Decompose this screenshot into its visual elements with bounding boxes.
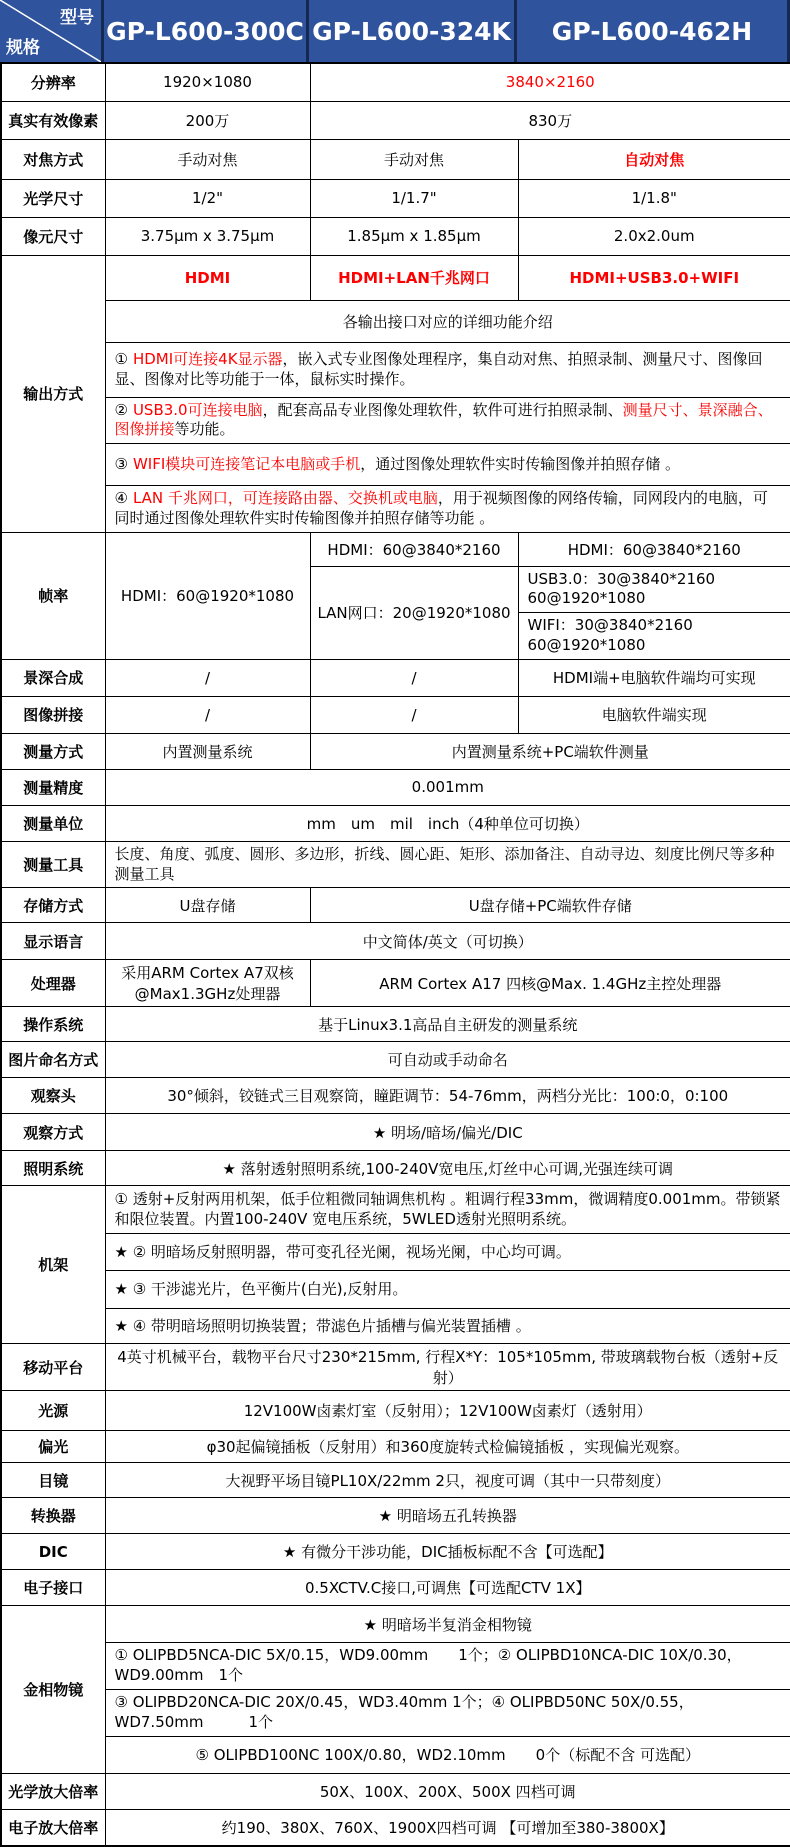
spec-label-naming: 图片命名方式 xyxy=(1,1042,105,1078)
row-output-intro xyxy=(1,300,790,342)
ctv-value: 0.5XCTV.C接口,可调焦【可选配CTV 1X】 xyxy=(105,1570,790,1606)
row-objectives-2 xyxy=(1,1690,790,1737)
polarizer-value: φ30起偏镜插板（反射用）和360度旋转式检偏镜插板 ，实现偏光观察。 xyxy=(105,1431,790,1463)
spec-label-eyepiece: 目镜 xyxy=(1,1463,105,1498)
row-ctv xyxy=(1,1570,790,1606)
corner-cell xyxy=(0,0,104,62)
row-resolution xyxy=(1,63,790,101)
model-header-462h: GP-L600-462H xyxy=(517,0,787,62)
pixels-300c: 200万 xyxy=(105,101,310,139)
focus-462h: 自动对焦 xyxy=(518,139,790,179)
resolution-4k: 3840×2160 xyxy=(310,63,790,101)
row-eyepiece xyxy=(1,1463,790,1498)
output-324k: HDMI+LAN千兆网口 xyxy=(310,255,518,300)
processor-4k: ARM Cortex A17 四核@Max. 1.4GHz主控处理器 xyxy=(310,960,790,1007)
row-polarizer xyxy=(1,1431,790,1463)
row-stitching xyxy=(1,696,790,733)
row-stand-1 xyxy=(1,1186,790,1234)
spec-label-pixels: 真实有效像素 xyxy=(1,101,105,139)
framerate-324k-hdmi: HDMI：60@3840*2160 xyxy=(310,532,518,566)
measure-unit-value: mm um mil inch（4种单位可切换） xyxy=(105,805,790,841)
row-focus-stack xyxy=(1,659,790,696)
measure-tools-value: 长度、角度、弧度、圆形、多边形，折线、圆心距、矩形、添加备注、自动寻边、刻度比例尺等多种测量工具 xyxy=(105,841,790,888)
table-header xyxy=(0,0,790,62)
item2-highlight2: 测量尺寸、景深融合、图像拼接 xyxy=(114,400,773,439)
objectives-line2: ③ OLIPBD20NCA-DIC 20X/0.45，WD3.40mm 1个；④ OLIPBD50NC 50X/0.55，WD7.50mm 1个 xyxy=(105,1690,790,1737)
spec-label-measure-mode: 测量方式 xyxy=(1,733,105,769)
item1-text: ，嵌入式专业图像处理程序，集自动对焦、拍照录制、测量尺寸、图像回显、图像对比等功能于一体，鼠标实时操作。 xyxy=(114,349,763,388)
output-intro: 各输出接口对应的详细功能介绍 xyxy=(105,300,790,342)
spec-label-processor: 处理器 xyxy=(1,960,105,1007)
row-optical-mag xyxy=(1,1773,790,1809)
item1-number: ① xyxy=(114,349,128,368)
digital-mag-value: 约190、380X、760X、1900X四档可调 【可增加至380-3800X】 xyxy=(105,1809,790,1846)
row-output-item3 xyxy=(1,444,790,486)
output-300c: HDMI xyxy=(105,255,310,300)
spec-table xyxy=(0,62,790,1847)
illumination-value: ★ 落射透射照明系统,100-240V宽电压,灯丝中心可调,光强连续可调 xyxy=(105,1151,790,1186)
spec-label-focus: 对焦方式 xyxy=(1,139,105,179)
objectives-line1: ① OLIPBD5NCA-DIC 5X/0.15，WD9.00mm 1个；② OLIPBD10NCA-DIC 10X/0.30，WD9.00mm 1个 xyxy=(105,1643,790,1690)
item2-number: ② xyxy=(114,400,128,419)
row-objectives-title xyxy=(1,1606,790,1643)
focus-stack-324k: / xyxy=(310,659,518,696)
item4-highlight: LAN 千兆网口，可连接路由器、交换机或电脑 xyxy=(132,489,438,508)
resolution-300c: 1920×1080 xyxy=(105,63,310,101)
row-processor xyxy=(1,960,790,1007)
spec-label-storage: 存储方式 xyxy=(1,888,105,923)
framerate-462h-hdmi: HDMI：60@3840*2160 xyxy=(518,532,790,566)
spec-label-language: 显示语言 xyxy=(1,923,105,960)
model-header-300c: GP-L600-300C xyxy=(104,0,309,62)
spec-label-measure-tools: 测量工具 xyxy=(1,841,105,888)
row-focus xyxy=(1,139,790,179)
framerate-462h-wifi: WIFI：30@3840*2160 60@1920*1080 xyxy=(518,613,790,660)
spec-label-objectives: 金相物镜 xyxy=(1,1606,105,1773)
row-objectives-1 xyxy=(1,1643,790,1690)
stand-item4: ★ ④ 带明暗场照明切换装置；带滤色片插槽与偏光装置插槽 。 xyxy=(105,1309,790,1344)
row-measure-tools xyxy=(1,841,790,888)
spec-label-ctv: 电子接口 xyxy=(1,1570,105,1606)
measure-mode-4k: 内置测量系统+PC端软件测量 xyxy=(310,733,790,769)
storage-4k: U盘存储+PC端软件存储 xyxy=(310,888,790,923)
framerate-324k-lan: LAN网口：20@1920*1080 xyxy=(310,566,518,659)
row-measure-mode xyxy=(1,733,790,769)
output-462h: HDMI+USB3.0+WIFI xyxy=(518,255,790,300)
stand-item1: ① 透射+反射两用机架，低手位粗微同轴调焦机构 。粗调行程33mm，微调精度0.001mm。带锁紧和限位装置。内置100-240V 宽电压系统，5WLED透射光照明系统。 xyxy=(105,1186,790,1234)
row-storage xyxy=(1,888,790,923)
row-language xyxy=(1,923,790,960)
row-stand-3 xyxy=(1,1271,790,1309)
spec-label-head: 观察头 xyxy=(1,1078,105,1114)
row-output-ports xyxy=(1,255,790,300)
spec-label-stage: 移动平台 xyxy=(1,1344,105,1391)
row-observe-mode xyxy=(1,1114,790,1151)
row-output-item1 xyxy=(1,342,790,397)
row-head xyxy=(1,1078,790,1114)
spec-label-polarizer: 偏光 xyxy=(1,1431,105,1463)
row-naming xyxy=(1,1042,790,1078)
output-item-lan xyxy=(105,486,790,533)
language-value: 中文简体/英文（可切换） xyxy=(105,923,790,960)
row-objectives-3 xyxy=(1,1736,790,1773)
row-measure-unit xyxy=(1,805,790,841)
output-item-usb xyxy=(105,397,790,444)
row-framerate-1 xyxy=(1,532,790,566)
row-stand-2 xyxy=(1,1234,790,1271)
stitching-300c: / xyxy=(105,696,310,733)
item3-number: ③ xyxy=(114,454,128,473)
pixel-size-462h: 2.0x2.0um xyxy=(518,217,790,255)
row-nosepiece xyxy=(1,1498,790,1534)
spec-label-nosepiece: 转换器 xyxy=(1,1498,105,1534)
spec-label-pixel-size: 像元尺寸 xyxy=(1,217,105,255)
framerate-300c: HDMI：60@1920*1080 xyxy=(105,532,310,659)
optical-size-324k: 1/1.7" xyxy=(310,179,518,217)
spec-label-illumination: 照明系统 xyxy=(1,1151,105,1186)
stand-item3: ★ ③ 干涉滤光片，色平衡片(白光),反射用。 xyxy=(105,1271,790,1309)
storage-300c: U盘存储 xyxy=(105,888,310,923)
row-pixels xyxy=(1,101,790,139)
spec-label-stitching: 图像拼接 xyxy=(1,696,105,733)
row-dic xyxy=(1,1534,790,1570)
dic-value: ★ 有微分干涉功能，DIC插板标配不含【可选配】 xyxy=(105,1534,790,1570)
eyepiece-value: 大视野平场目镜PL10X/22mm 2只，视度可调（其中一只带刻度） xyxy=(105,1463,790,1498)
naming-value: 可自动或手动命名 xyxy=(105,1042,790,1078)
pixel-size-324k: 1.85μm x 1.85μm xyxy=(310,217,518,255)
measure-mode-300c: 内置测量系统 xyxy=(105,733,310,769)
focus-stack-462h: HDMI端+电脑软件端均可实现 xyxy=(518,659,790,696)
spec-label-output: 输出方式 xyxy=(1,255,105,532)
row-pixel-size xyxy=(1,217,790,255)
row-output-item2 xyxy=(1,397,790,444)
item1-highlight: HDMI可连接4K显示器 xyxy=(132,349,283,368)
objectives-line3: ⑤ OLIPBD100NC 100X/0.80，WD2.10mm 0个（标配不含 可选配） xyxy=(105,1736,790,1773)
stage-value: 4英寸机械平台，载物平台尺寸230*215mm, 行程X*Y：105*105mm, 带玻璃载物台板（透射+反射） xyxy=(105,1344,790,1391)
row-os xyxy=(1,1007,790,1042)
item2-text2: 等功能。 xyxy=(174,420,235,439)
stitching-462h: 电脑软件端实现 xyxy=(518,696,790,733)
observe-mode-value: ★ 明场/暗场/偏光/DIC xyxy=(105,1114,790,1151)
stitching-324k: / xyxy=(310,696,518,733)
optical-size-462h: 1/1.8" xyxy=(518,179,790,217)
row-illumination xyxy=(1,1151,790,1186)
spec-label-dic: DIC xyxy=(1,1534,105,1570)
output-item-hdmi xyxy=(105,342,790,397)
processor-300c: 采用ARM Cortex A7双核@Max1.3GHz处理器 xyxy=(105,960,310,1007)
spec-label-optical-size: 光学尺寸 xyxy=(1,179,105,217)
focus-300c: 手动对焦 xyxy=(105,139,310,179)
spec-label-stand: 机架 xyxy=(1,1186,105,1344)
measure-precision-value: 0.001mm xyxy=(105,769,790,805)
item4-number: ④ xyxy=(114,489,128,508)
spec-label-os: 操作系统 xyxy=(1,1007,105,1042)
spec-label-framerate: 帧率 xyxy=(1,532,105,659)
corner-label-spec: 规格 xyxy=(6,38,40,58)
item2-text: ，配套高品专业图像处理软件，软件可进行拍照录制、 xyxy=(262,400,623,419)
row-output-item4 xyxy=(1,486,790,533)
model-header-324k: GP-L600-324K xyxy=(309,0,517,62)
spec-label-digital-mag: 电子放大倍率 xyxy=(1,1809,105,1846)
corner-label-model: 型号 xyxy=(60,8,94,28)
spec-label-optical-mag: 光学放大倍率 xyxy=(1,1773,105,1809)
pixel-size-300c: 3.75μm x 3.75μm xyxy=(105,217,310,255)
focus-324k: 手动对焦 xyxy=(310,139,518,179)
stand-item2: ★ ② 明暗场反射照明器，带可变孔径光阑，视场光阑，中心均可调。 xyxy=(105,1234,790,1271)
spec-label-measure-precision: 测量精度 xyxy=(1,769,105,805)
row-stand-4 xyxy=(1,1309,790,1344)
row-optical-size xyxy=(1,179,790,217)
spec-label-light-source: 光源 xyxy=(1,1391,105,1431)
objectives-title: ★ 明暗场半复消金相物镜 xyxy=(105,1606,790,1643)
optical-size-300c: 1/2" xyxy=(105,179,310,217)
row-measure-precision xyxy=(1,769,790,805)
item3-text: ，通过图像处理软件实时传输图像并拍照存储 。 xyxy=(360,454,681,473)
row-digital-mag xyxy=(1,1809,790,1846)
pixels-4k: 830万 xyxy=(310,101,790,139)
os-value: 基于Linux3.1高品自主研发的测量系统 xyxy=(105,1007,790,1042)
optical-mag-value: 50X、100X、200X、500X 四档可调 xyxy=(105,1773,790,1809)
item2-highlight: USB3.0可连接电脑 xyxy=(132,400,263,419)
focus-stack-300c: / xyxy=(105,659,310,696)
output-item-wifi xyxy=(105,444,790,486)
spec-label-measure-unit: 测量单位 xyxy=(1,805,105,841)
head-value: 30°倾斜，铰链式三目观察筒，瞳距调节：54-76mm，两档分光比：100:0，0:100 xyxy=(105,1078,790,1114)
item3-highlight: WIFI模块可连接笔记本电脑或手机 xyxy=(132,454,361,473)
spec-label-observe-mode: 观察方式 xyxy=(1,1114,105,1151)
row-stage xyxy=(1,1344,790,1391)
light-source-value: 12V100W卤素灯室（反射用）；12V100W卤素灯（透射用） xyxy=(105,1391,790,1431)
spec-label-focus-stack: 景深合成 xyxy=(1,659,105,696)
spec-label-resolution: 分辨率 xyxy=(1,63,105,101)
framerate-462h-usb: USB3.0：30@3840*2160 60@1920*1080 xyxy=(518,566,790,613)
nosepiece-value: ★ 明暗场五孔转换器 xyxy=(105,1498,790,1534)
row-light-source xyxy=(1,1391,790,1431)
item4-text: ，用于视频图像的网络传输，同网段内的电脑，可同时通过图像处理软件实时传输图像并拍照存储等功能 。 xyxy=(114,489,768,527)
